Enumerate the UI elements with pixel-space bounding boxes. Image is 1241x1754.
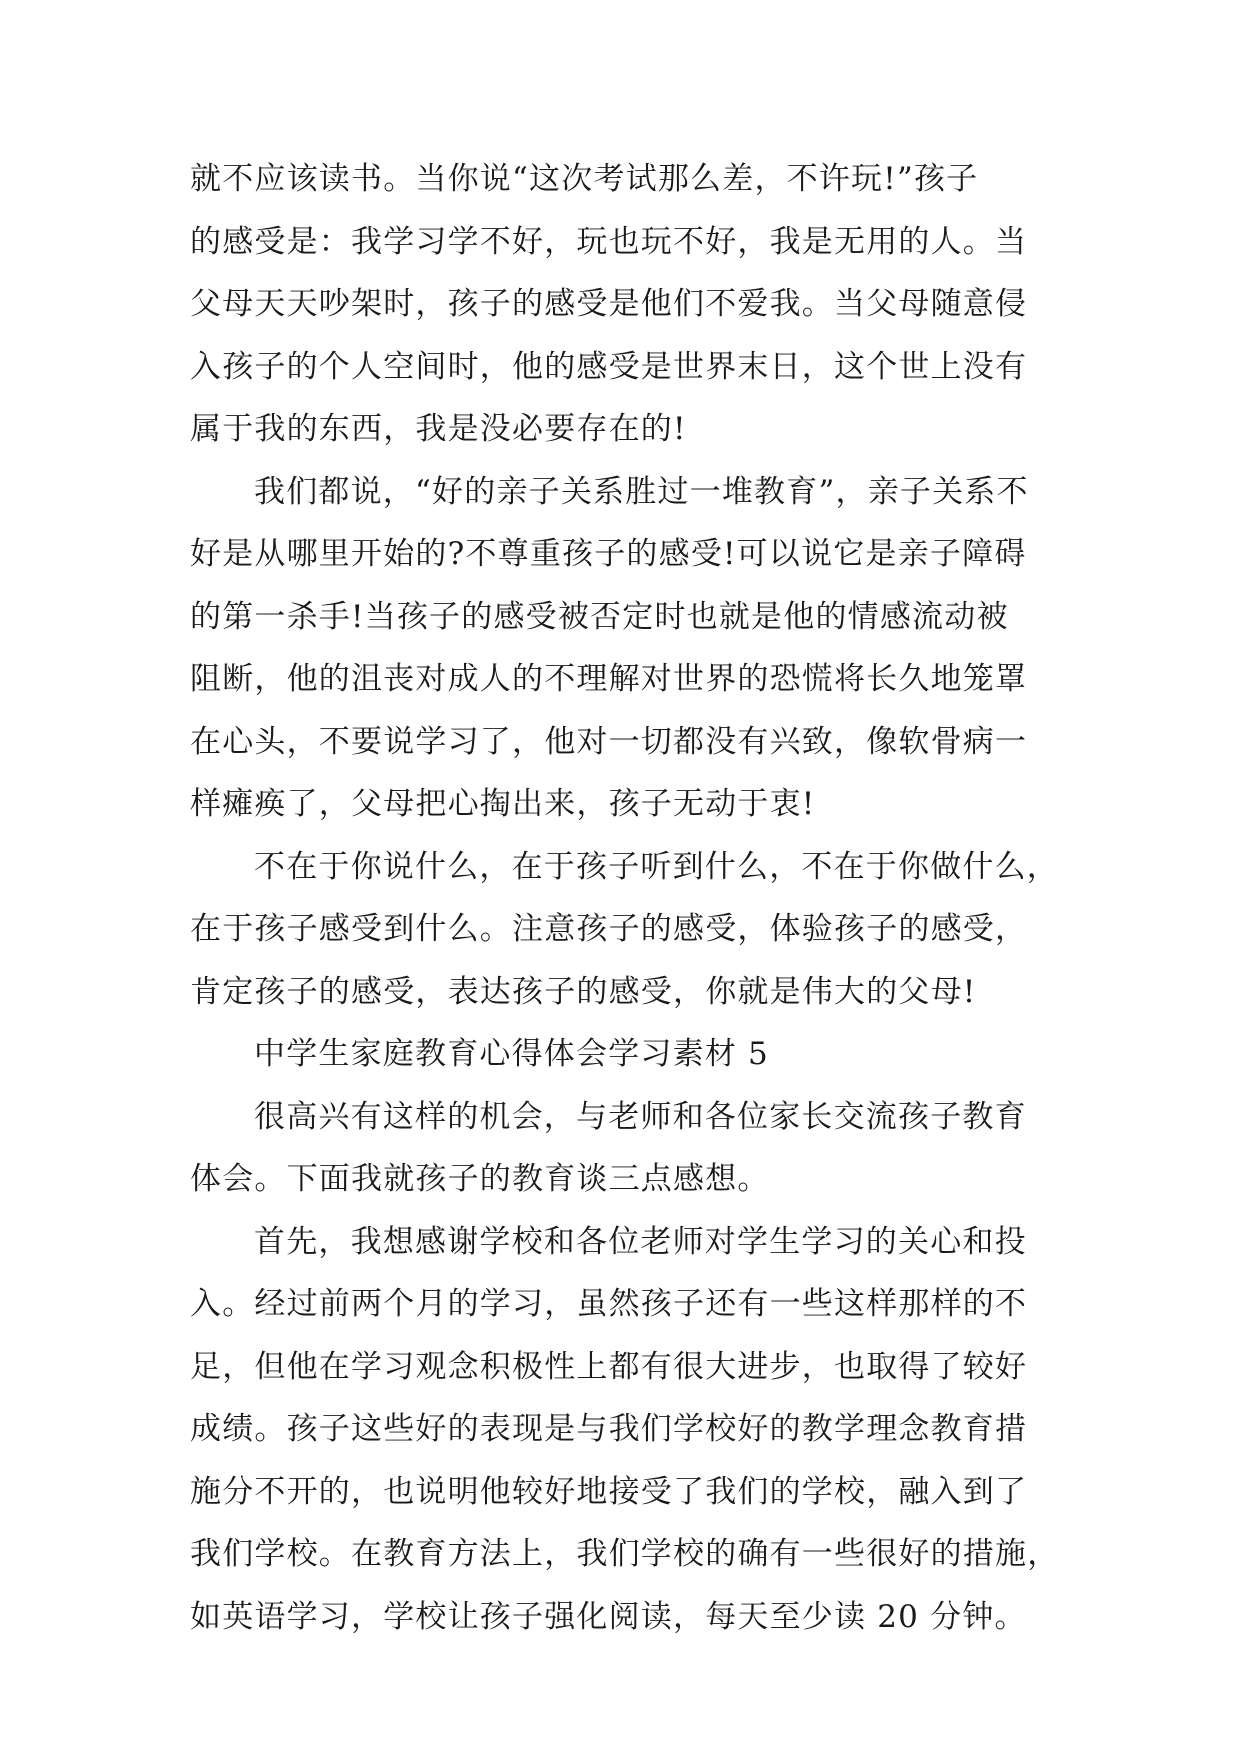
paragraph-1	[190, 148, 1050, 461]
text-line: 属于我的东西，我是没必要存在的!	[190, 411, 687, 447]
text-line: 足，但他在学习观念积极性上都有很大进步，也取得了较好	[190, 1348, 1028, 1385]
text-line: 施分不开的，也说明他较好地接受了我们的学校，融入到了	[190, 1473, 1028, 1510]
text-line-content: 我们都说，“好的亲子关系胜过一堆教育”，亲子关系不	[254, 473, 1029, 510]
paragraph-5	[190, 1211, 1060, 1649]
paragraph-4	[190, 1086, 1050, 1211]
text-line: 的第一杀手!当孩子的感受被否定时也就是他的情感流动被	[190, 598, 1009, 635]
text-line: 父母天天吵架时，孩子的感受是他们不爱我。当父母随意侵	[190, 286, 1028, 322]
text-line: 如英语学习，学校让孩子强化阅读，每天至少读 20 分钟。	[190, 1598, 1027, 1635]
text-line: 样瘫痪了，父母把心掏出来，孩子无动于衷!	[190, 786, 816, 822]
text-line: 肯定孩子的感受，表达孩子的感受，你就是伟大的父母!	[190, 973, 977, 1010]
document-body	[190, 148, 1060, 1648]
text-line: 入孩子的个人空间时，他的感受是世界末日，这个世上没有	[190, 348, 1028, 385]
text-line: 就不应该读书。当你说“这次考试那么差，不许玩!”孩子	[190, 161, 979, 197]
text-line: 成绩。孩子这些好的表现是与我们学校好的教学理念教育措	[190, 1411, 1028, 1447]
text-line: 入。经过前两个月的学习，虽然孩子还有一些这样那样的不	[190, 1286, 1028, 1322]
text-line-first	[190, 461, 1050, 524]
text-line: 我们学校。在教育方法上，我们学校的确有一些很好的措施，	[190, 1536, 1060, 1572]
text-line: 在于孩子感受到什么。注意孩子的感受，体验孩子的感受，	[190, 911, 1028, 947]
section-heading	[190, 1023, 1050, 1086]
heading-text: 中学生家庭教育心得体会学习素材 5	[254, 1036, 769, 1072]
text-line-content: 首先，我想感谢学校和各位老师对学生学习的关心和投	[254, 1223, 1027, 1260]
text-line: 的感受是：我学习学不好，玩也玩不好，我是无用的人。当	[190, 223, 1028, 260]
paragraph-2	[190, 461, 1050, 836]
text-line: 阻断，他的沮丧对成人的不理解对世界的恐慌将长久地笼罩	[190, 661, 1028, 697]
text-line-content: 不在于你说什么，在于孩子听到什么，不在于你做什么，	[254, 848, 1059, 885]
paragraph-3	[190, 836, 1059, 1024]
text-line-first	[190, 1086, 1050, 1149]
text-line: 体会。下面我就孩子的教育谈三点感想。	[190, 1161, 770, 1197]
text-line-content: 很高兴有这样的机会，与老师和各位家长交流孩子教育	[254, 1098, 1027, 1135]
text-line-first	[190, 1211, 1050, 1274]
text-line: 好是从哪里开始的?不尊重孩子的感受!可以说它是亲子障碍	[190, 536, 1027, 572]
text-line: 在心头，不要说学习了，他对一切都没有兴致，像软骨病一	[190, 723, 1028, 760]
heading-line	[190, 1023, 1050, 1086]
text-line-first	[190, 836, 1059, 899]
